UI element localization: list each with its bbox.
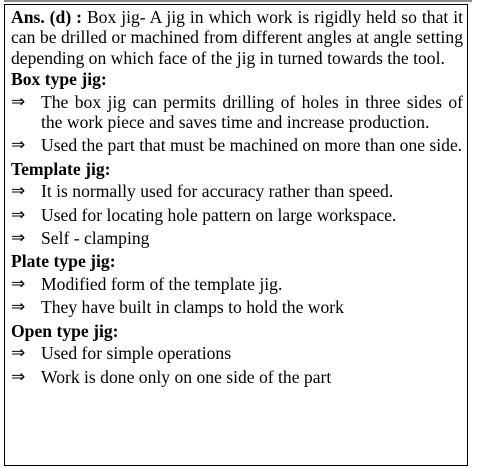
list-item (11, 181, 463, 201)
section-heading: Plate type jig: (11, 251, 116, 272)
implies-arrow-icon: ⇒ (11, 297, 26, 318)
list-item-text: Used for locating hole pattern on large workspace. (41, 204, 397, 225)
list-item-text: Modified form of the template jig. (41, 273, 283, 294)
top-rule (4, 0, 472, 2)
list-item-text: It is normally used for accuracy rather than speed. (41, 181, 394, 202)
section-heading: Template jig: (11, 158, 111, 179)
list-item (11, 274, 463, 294)
section-box-type-jig (11, 69, 463, 156)
list-item (11, 92, 463, 133)
implies-arrow-icon: ⇒ (11, 91, 26, 112)
list-item (11, 228, 463, 248)
intro-paragraph (11, 7, 463, 68)
list-item-text: They have built in clamps to hold the work (41, 297, 344, 318)
list-item-text: The box jig can permits drilling of holes in three sides of the work piece and saves time and increase production. (41, 91, 463, 133)
implies-arrow-icon: ⇒ (11, 204, 26, 225)
list-item (11, 343, 463, 363)
list-item (11, 367, 463, 387)
list-item-text: Self - clamping (41, 228, 150, 249)
section-heading: Open type jig: (11, 320, 119, 341)
implies-arrow-icon: ⇒ (11, 181, 26, 202)
implies-arrow-icon: ⇒ (11, 273, 26, 294)
section-template-jig (11, 159, 463, 249)
implies-arrow-icon: ⇒ (11, 343, 26, 364)
list-item-text: Work is done only on one side of the part (41, 366, 332, 387)
intro-text: Box jig- A jig in which work is rigidly held so that it can be drilled or machined from different angles at angle setting depending on which face of the jig in turned towards the tool. (11, 7, 463, 68)
section-open-type-jig (11, 321, 463, 387)
answer-label: Ans. (d) : (11, 7, 82, 27)
answer-box (4, 4, 468, 466)
implies-arrow-icon: ⇒ (11, 135, 26, 156)
section-plate-type-jig (11, 251, 463, 317)
implies-arrow-icon: ⇒ (11, 228, 26, 249)
section-heading: Box type jig: (11, 69, 107, 90)
list-item (11, 135, 463, 155)
list-item-text: Used the part that must be machined on more than one side. (41, 135, 463, 156)
implies-arrow-icon: ⇒ (11, 366, 26, 387)
list-item (11, 205, 463, 225)
list-item-text: Used for simple operations (41, 343, 232, 364)
list-item (11, 297, 463, 317)
